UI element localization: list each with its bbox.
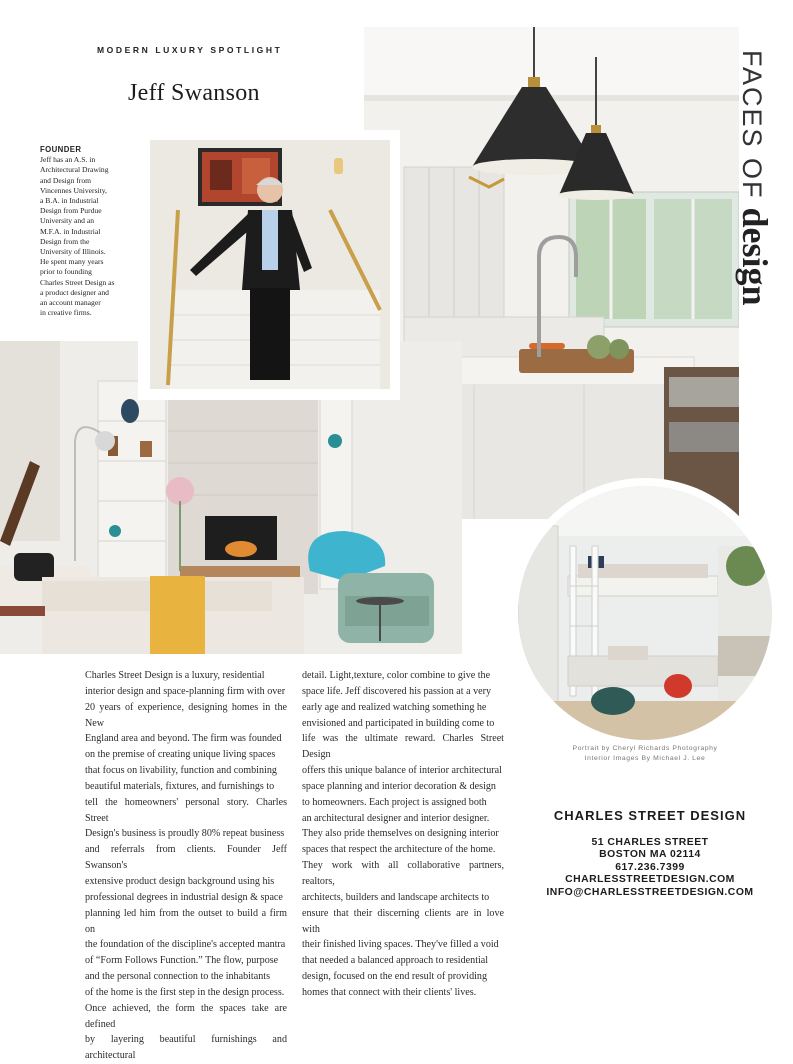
article-line: Charles Street Design is a luxury, residential: [85, 670, 265, 681]
article-column-2: [302, 668, 504, 1001]
founder-bio-line: Design from Purdue: [40, 206, 102, 216]
article-line: early age and realized watching something he: [302, 701, 487, 713]
article-line: extensive product design background using his: [85, 875, 275, 887]
article-line: of the home is the first step in the design process.: [85, 986, 285, 998]
founder-bio-line: Design from the: [40, 236, 90, 246]
article-line: tell the homeowners' personal story. Charles Street: [85, 796, 287, 824]
article-line: on the premise of creating unique living spaces: [85, 749, 276, 761]
founder-bio-line: Vincennes University,: [40, 185, 107, 195]
founder-bio-line: prior to founding: [40, 267, 92, 277]
founder-bio-text: [40, 155, 128, 318]
article-line: Design's business is proudly 80% repeat business: [85, 828, 285, 840]
section-title-light: FACES OF: [737, 50, 767, 200]
credit-interiors: Interior Images By Michael J. Lee: [584, 755, 706, 762]
phone-number: 617.236.7399: [615, 861, 685, 873]
article-line: that focus on livability, function and combining: [85, 765, 277, 777]
founder-heading: FOUNDER: [40, 145, 82, 154]
article-line: England area and beyond. The firm was founded: [85, 733, 282, 745]
article-line: that needed a balanced approach to residential: [302, 955, 489, 967]
founder-bio-line: University of Illinois.: [40, 247, 106, 257]
vertical-section-title: [736, 50, 776, 340]
email-link[interactable]: INFO@CHARLESSTREETDESIGN.COM: [546, 886, 754, 898]
article-line: They work with all collaborative partners, realtors,: [302, 860, 504, 887]
article-line: planning led him from the outset to build a firm on: [85, 907, 287, 935]
founder-bio-line: Jeff has an A.S. in: [40, 155, 96, 165]
article-line: design, focused on the end result of providing: [302, 971, 488, 983]
credit-portrait: Portrait by Cheryl Richards Photography: [572, 745, 718, 752]
founder-bio-line: Charles Street Design as: [40, 277, 115, 287]
company-name: CHARLES STREET DESIGN: [553, 808, 747, 823]
article-line: 20 years of experience, designing homes in the New: [85, 701, 287, 729]
article-line: architects, builders and landscape architects to: [302, 891, 490, 903]
article-line: detail. Light,texture, color combine to give the: [302, 670, 491, 681]
section-kicker: MODERN LUXURY SPOTLIGHT: [97, 45, 283, 55]
article-line: beautiful materials, fixtures, and furnishings to: [85, 780, 275, 792]
article-line: interior design and space-planning firm with over: [85, 685, 286, 697]
article-line: space planning and interior decoration & design: [302, 780, 496, 792]
article-line: by layering beautiful furnishings and architectural: [85, 1034, 287, 1062]
article-line: the foundation of the discipline's accepted mantra: [85, 939, 286, 951]
article-column-1: [85, 668, 287, 1064]
article-line: ensure that their discerning clients are in love with: [302, 907, 504, 935]
founder-bio-line: a B.A. in Industrial: [40, 196, 99, 206]
article-line: an architectural designer and interior designer.: [302, 812, 490, 824]
article-line: professional degrees in industrial design & space: [85, 891, 283, 903]
founder-bio: [40, 145, 128, 318]
founder-bio-line: Architectural Drawing: [40, 165, 109, 175]
article-line: homes that connect with their clients' lives.: [302, 986, 477, 998]
article-line: their finished living spaces. They've filled a void: [302, 939, 499, 951]
contact-block: [530, 808, 770, 899]
founder-bio-line: in creative firms.: [40, 308, 92, 318]
address-city: BOSTON MA 02114: [599, 849, 701, 861]
bunk-room-photo: [518, 486, 772, 740]
website-link[interactable]: CHARLESSTREETDESIGN.COM: [565, 874, 735, 886]
founder-bio-line: University and an: [40, 216, 94, 226]
article-line: to homeowners. Each project is assigned both: [302, 796, 487, 808]
article-line: envisioned and participated in building come to: [302, 717, 495, 729]
founder-bio-line: He spent many years: [40, 257, 104, 267]
founder-bio-line: and Design from: [40, 175, 92, 185]
article-line: They also pride themselves on designing interior: [302, 828, 499, 840]
founder-bio-line: a product designer and: [40, 287, 109, 297]
article-line: and the personal connection to the inhabitants: [85, 971, 270, 983]
portrait-photo: [150, 140, 390, 389]
address-street: 51 CHARLES STREET: [591, 837, 709, 848]
section-title-bold: design: [735, 207, 775, 306]
article-line: space life. Jeff discovered his passion at a very: [302, 685, 492, 697]
photo-credits: [520, 744, 770, 764]
article-line: offers this unique balance of interior architectural: [302, 765, 502, 777]
article-line: spaces that respect the architecture of the home.: [302, 844, 496, 856]
profile-name: Jeff Swanson: [128, 80, 260, 106]
article-line: of “Form Follows Function.” The flow, purpose: [85, 955, 279, 967]
founder-bio-line: an account manager: [40, 298, 101, 308]
founder-bio-line: M.F.A. in Industrial: [40, 226, 101, 236]
article-line: and referrals from clients. Founder Jeff Swanson's: [85, 844, 287, 872]
article-line: life was the ultimate reward. Charles Street Design: [302, 733, 504, 761]
article-line: Once achieved, the form the spaces take are defined: [85, 1002, 287, 1030]
